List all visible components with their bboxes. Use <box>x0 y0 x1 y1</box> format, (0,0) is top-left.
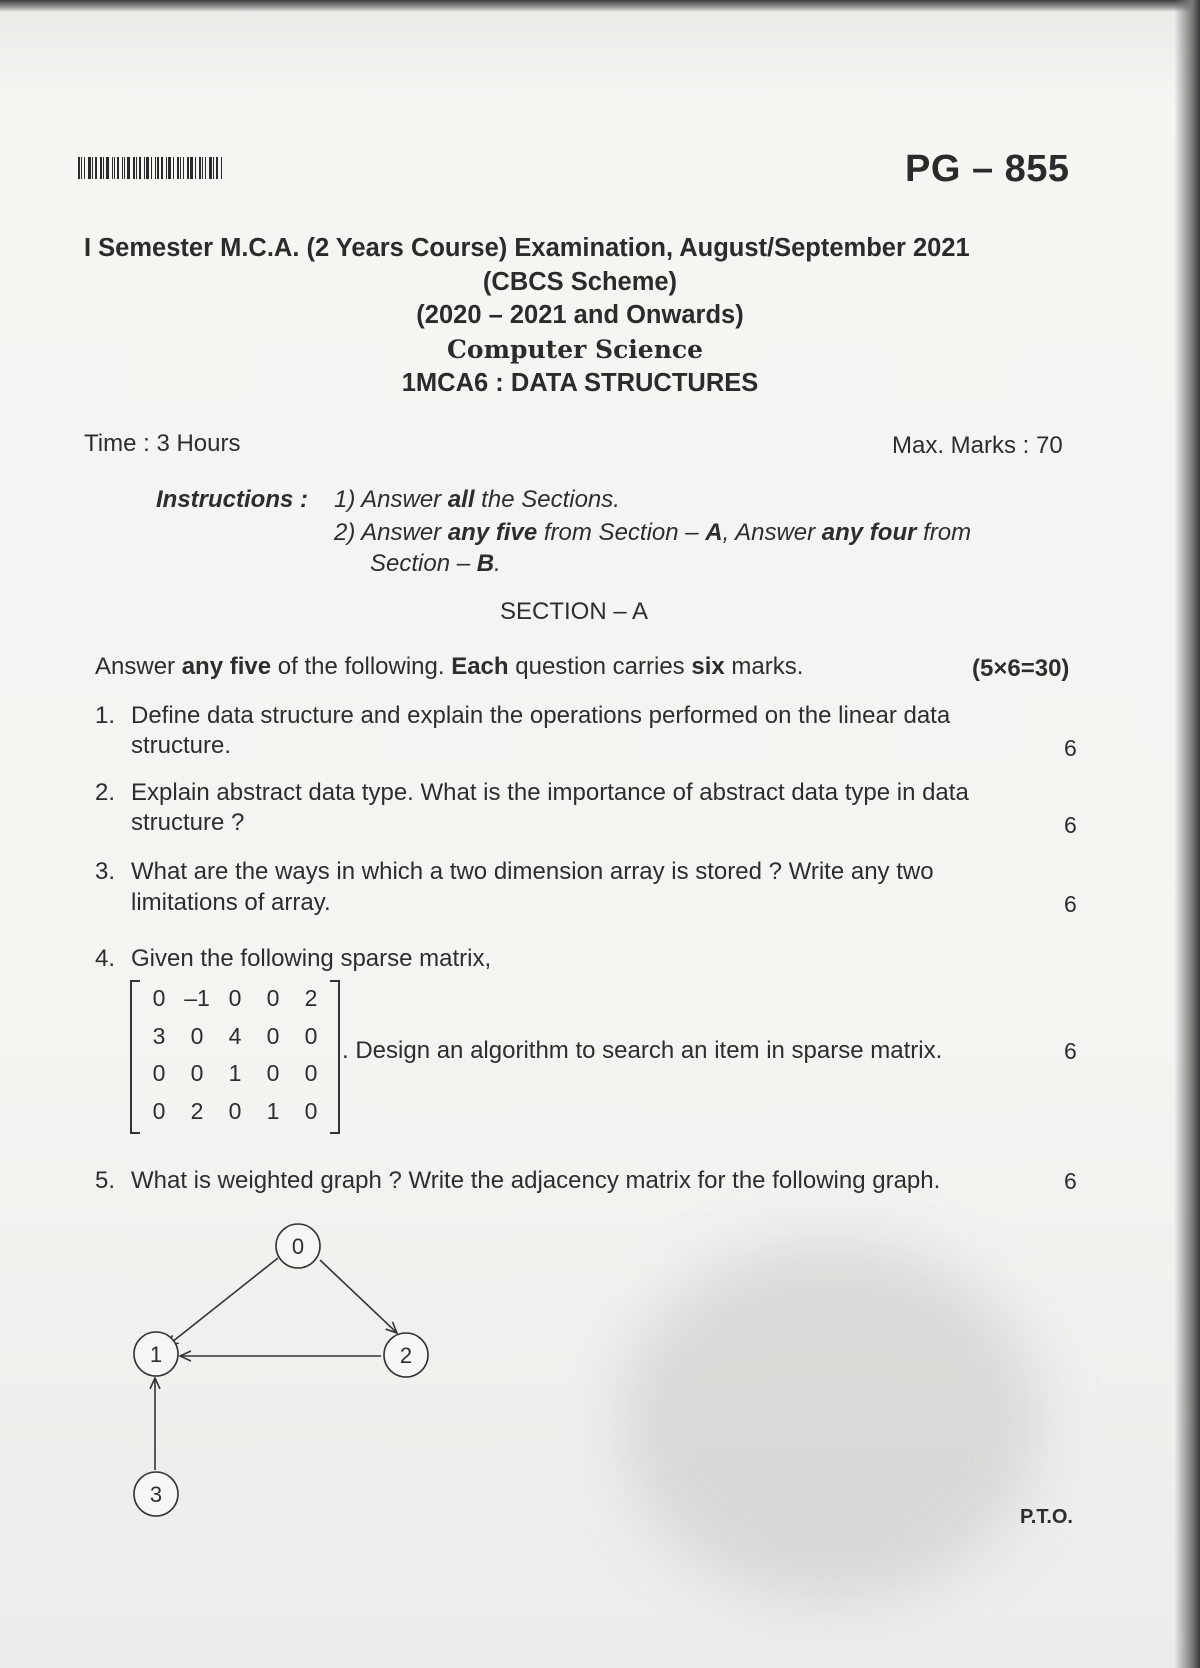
question-2-num: 2. <box>95 779 116 806</box>
instruction-2-text: Answer <box>361 519 448 546</box>
time: Time : 3 Hours <box>84 430 241 457</box>
instruction-2-bold-1: any five <box>447 519 538 546</box>
question-2-line-1: Explain abstract data type. What is the importance of abstract data type in data <box>131 779 969 806</box>
instruction-1-text: Answer <box>361 486 448 513</box>
scheme: (CBCS Scheme) <box>482 268 678 296</box>
question-2-marks: 6 <box>1064 812 1077 838</box>
edge-0-1 <box>167 1258 278 1346</box>
graph-node-3 <box>134 1472 178 1516</box>
question-4-line-1: Given the following sparse matrix, <box>131 945 492 972</box>
intro-bold-1: any five <box>181 653 272 680</box>
paper-title: 1MCA6 : DATA STRUCTURES <box>401 369 759 397</box>
pto: P.T.O. <box>1020 1506 1073 1528</box>
question-4-marks: 6 <box>1064 1038 1077 1064</box>
question-4-line-2: . Design an algorithm to search an item in sparse matrix. <box>342 1037 943 1064</box>
matrix-cell: 0 <box>304 1097 318 1124</box>
instruction-2-bold-3: any four <box>821 519 917 546</box>
graph-node-0 <box>276 1224 320 1268</box>
question-5-marks: 6 <box>1064 1168 1077 1194</box>
matrix-cell: 2 <box>304 985 318 1012</box>
question-2-line-2: structure ? <box>131 809 245 836</box>
instruction-2-text-3: , Answer <box>722 519 822 546</box>
section-a-marks: (5×6=30) <box>972 655 1070 682</box>
matrix-cell: 4 <box>228 1022 242 1049</box>
instruction-1-bold: all <box>447 486 475 513</box>
matrix-cell: –1 <box>184 985 210 1012</box>
question-3-line-2: limitations of array. <box>131 889 331 916</box>
matrix-cell: 0 <box>190 1060 204 1087</box>
question-3-marks: 6 <box>1064 891 1077 917</box>
matrix-cell: 3 <box>152 1022 166 1049</box>
matrix-cell: 0 <box>152 1060 166 1087</box>
matrix-cell: 0 <box>152 985 166 1012</box>
matrix-cell: 0 <box>266 1060 280 1087</box>
graph-node-1 <box>134 1332 178 1376</box>
intro-bold-2: Each <box>451 653 509 680</box>
instruction-1-text-end: the Sections. <box>474 486 620 513</box>
question-1-line-1: Define data structure and explain the operations performed on the linear data <box>131 702 951 729</box>
question-3-line-1: What are the ways in which a two dimension array is stored ? Write any two <box>131 858 934 885</box>
section-a-title: SECTION – A <box>500 598 649 625</box>
matrix-cell: 0 <box>228 1097 242 1124</box>
matrix-cell: 2 <box>190 1097 204 1124</box>
matrix-cell: 0 <box>152 1097 166 1124</box>
intro-text-2: of the following. <box>271 653 452 680</box>
matrix-cell: 0 <box>228 985 242 1012</box>
matrix-cell: 0 <box>190 1022 204 1049</box>
graph-node-label: 3 <box>149 1482 163 1507</box>
question-1-marks: 6 <box>1064 735 1077 761</box>
question-4-num: 4. <box>95 945 116 972</box>
instruction-2-text-4: from <box>916 519 972 546</box>
graph-node-2 <box>384 1333 428 1377</box>
matrix-cell: 1 <box>266 1097 280 1124</box>
intro-bold-3: six <box>691 653 725 680</box>
year-range: (2020 – 2021 and Onwards) <box>416 301 744 329</box>
graph-node-label: 2 <box>399 1343 413 1368</box>
question-1-line-2: structure. <box>131 732 232 759</box>
intro-text-1: Answer <box>95 653 182 680</box>
matrix-cell: 0 <box>304 1060 318 1087</box>
edge-0-2 <box>320 1260 397 1333</box>
max-marks: Max. Marks : 70 <box>892 432 1063 459</box>
instruction-2-text-2: from Section – <box>537 519 706 546</box>
graph-node-label: 1 <box>149 1342 163 1367</box>
question-1-num: 1. <box>95 702 116 729</box>
instructions-label-text: Instructions : <box>156 486 309 513</box>
matrix-cell: 1 <box>228 1060 242 1087</box>
instruction-1-num: 1) <box>334 486 356 513</box>
exam-title: I Semester M.C.A. (2 Years Course) Examination, August/September 2021 <box>84 234 970 262</box>
paper-code: PG – 855 <box>905 148 1070 190</box>
matrix-cell: 0 <box>304 1022 318 1049</box>
question-5-num: 5. <box>95 1167 116 1194</box>
instruction-2-line-2-text: Section – <box>370 550 477 577</box>
intro-text-3: question carries <box>508 653 692 680</box>
matrix-cell: 0 <box>266 1022 280 1049</box>
subject: Computer Science <box>447 335 703 364</box>
question-5-line-1: What is weighted graph ? Write the adjacency matrix for the following graph. <box>131 1167 941 1194</box>
intro-text-4: marks. <box>724 653 804 680</box>
instruction-2-bold-2: A <box>705 519 723 546</box>
instruction-2-num: 2) <box>334 519 356 546</box>
instruction-2-line-2-bold: B <box>476 550 495 577</box>
question-3-num: 3. <box>95 858 116 885</box>
graph-node-label: 0 <box>291 1234 305 1259</box>
instruction-2-line-2-end: . <box>494 550 501 577</box>
matrix-cell: 0 <box>266 985 280 1012</box>
